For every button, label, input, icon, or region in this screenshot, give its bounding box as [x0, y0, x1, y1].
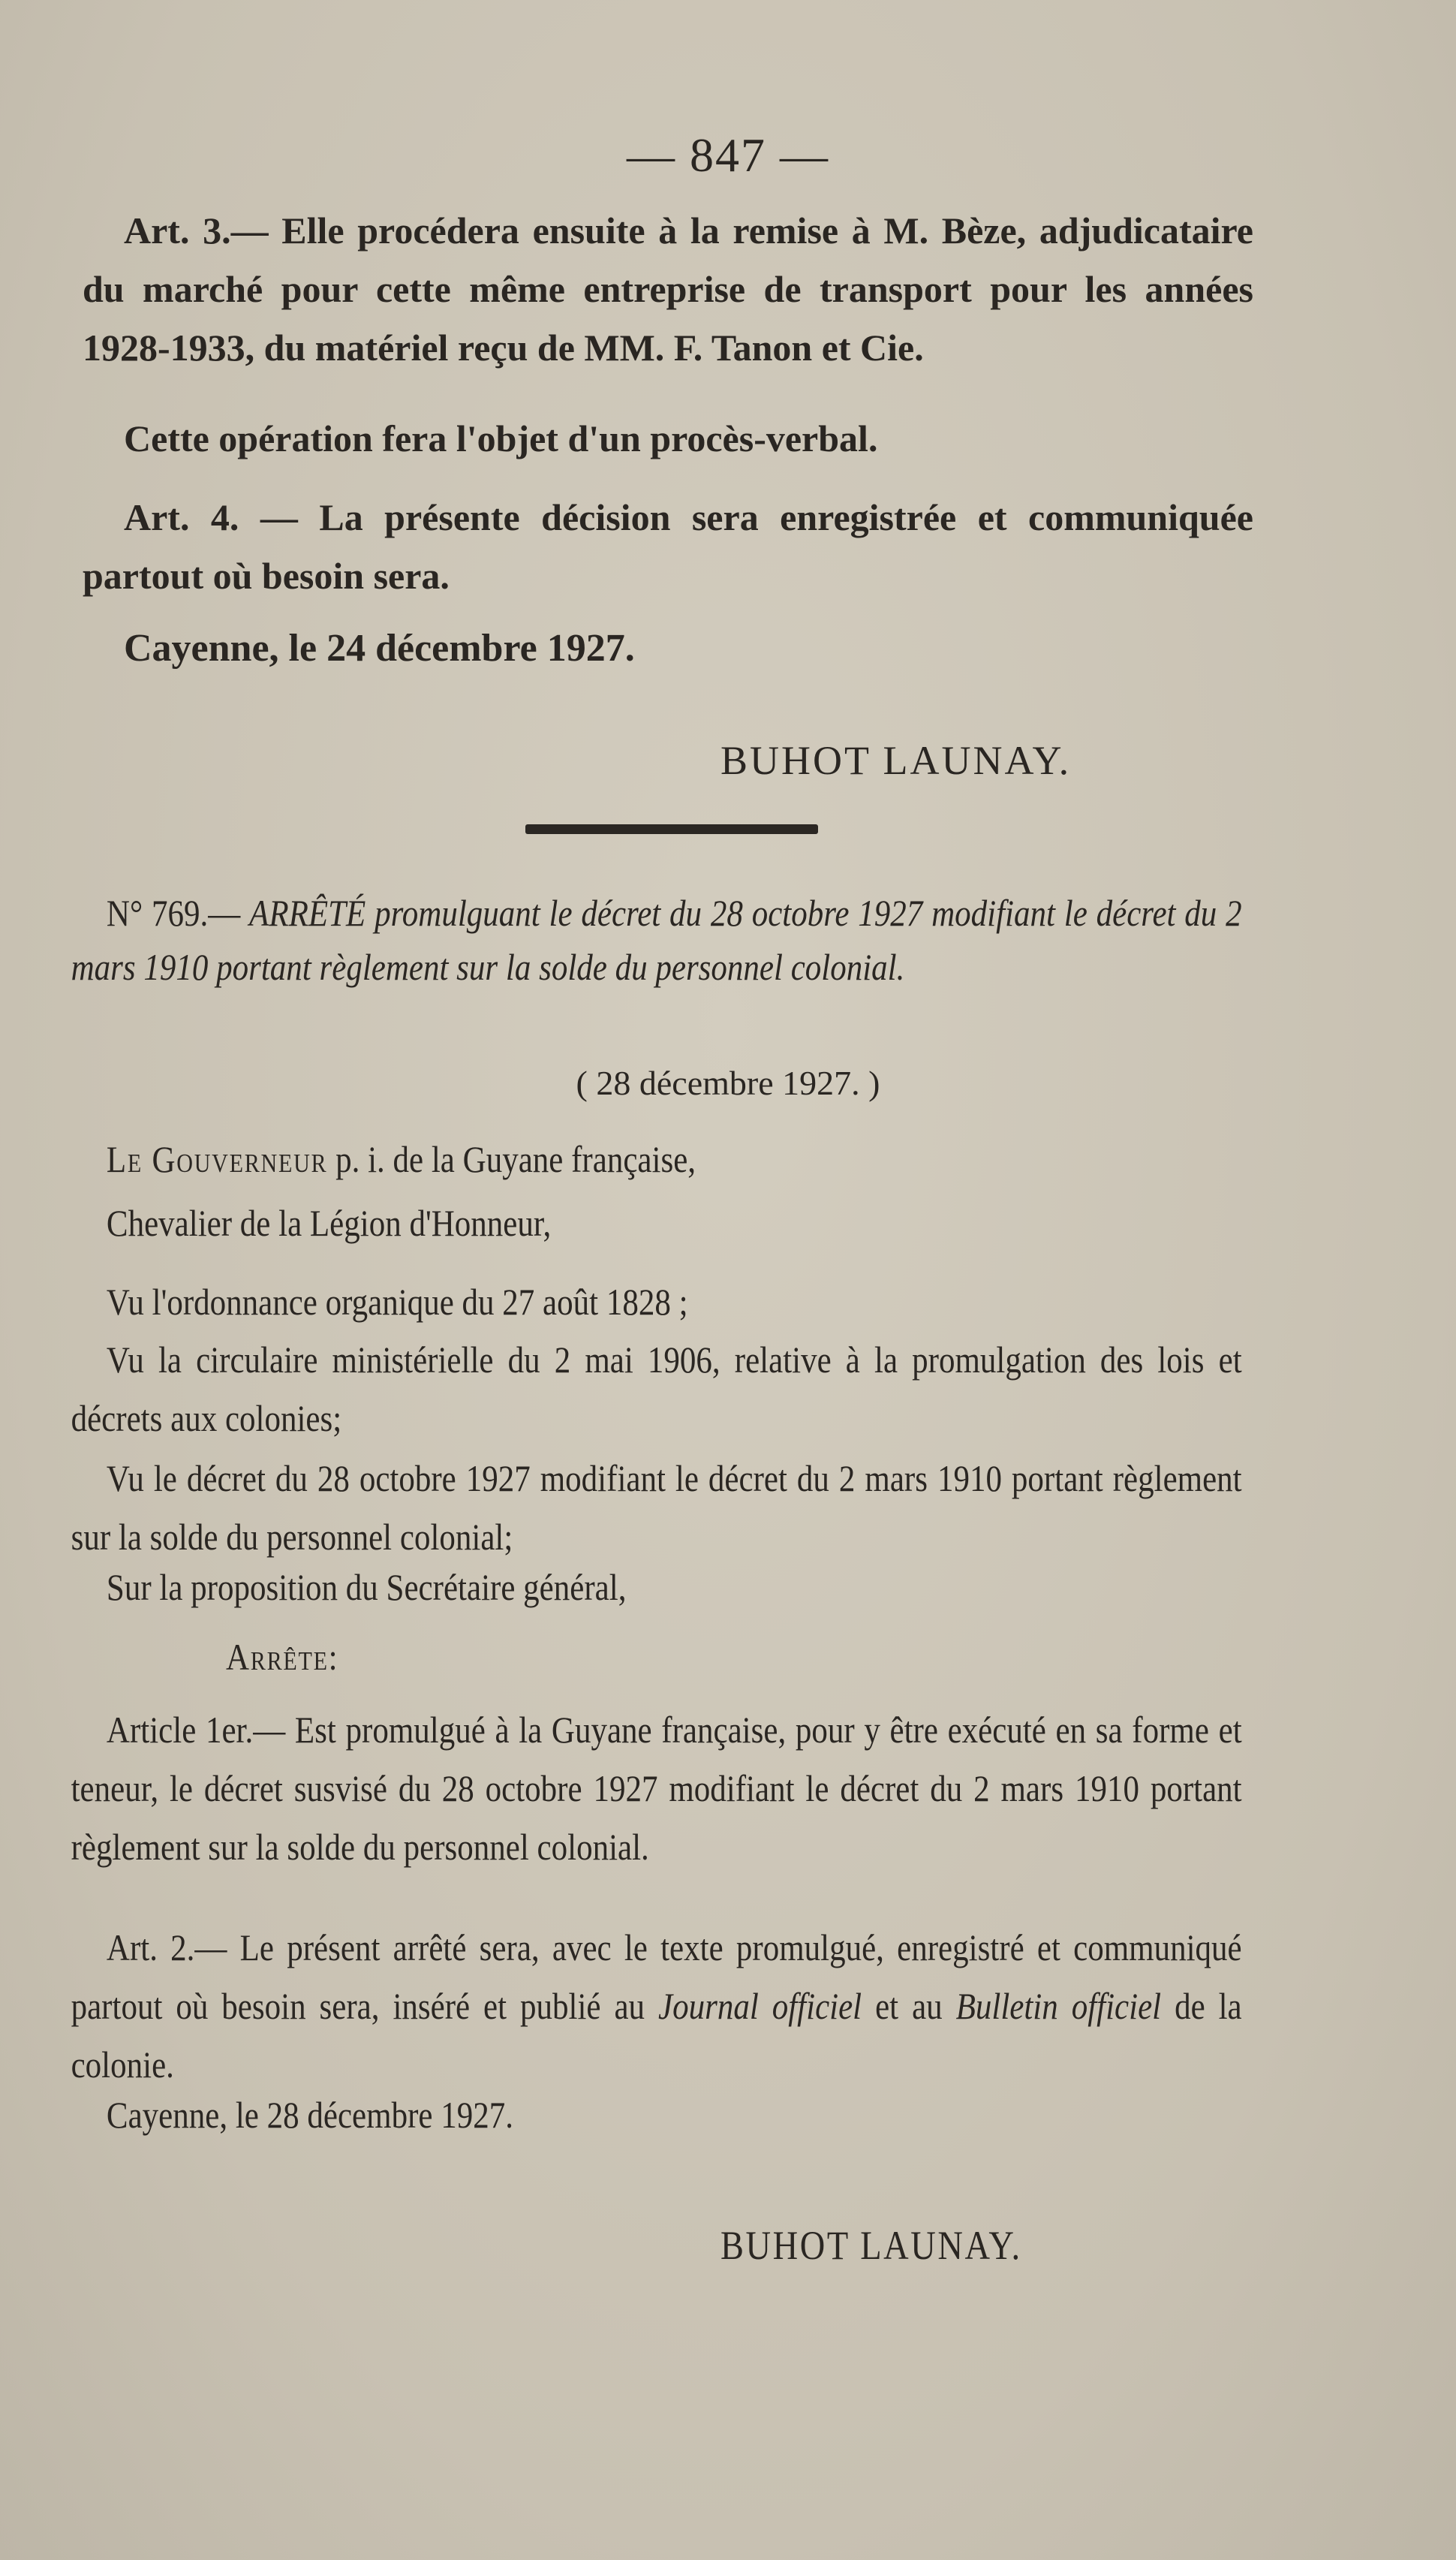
vu-circulaire: Vu la circulaire ministérielle du 2 mai 1906, relative à la promulgation des lois et décrets aux colonies;	[71, 1339, 1242, 1439]
article-2-mid: et au	[875, 1985, 943, 2027]
arrete-date: ( 28 décembre 1927. )	[576, 1064, 880, 1102]
arrete-label: Arrête:	[226, 1636, 339, 1678]
article-2-end: de la colonie.	[71, 1985, 1242, 2086]
sur-proposition: Sur la proposition du Secrétaire général,	[106, 1566, 627, 1608]
date-line-1: Cayenne, le 24 décembre 1927.	[124, 627, 635, 670]
arrete-number: N° 769.—	[106, 892, 241, 934]
proces-verbal-paragraph: Cette opération fera l'objet d'un procès-verbal.	[124, 417, 878, 459]
signature-1: BUHOT LAUNAY.	[720, 738, 1072, 783]
article-1-paragraph	[71, 1700, 1242, 1876]
chevalier-line: Chevalier de la Légion d'Honneur,	[106, 1202, 552, 1244]
article-3-lead: Art. 3.—	[124, 209, 269, 251]
date-line-2: Cayenne, le 28 décembre 1927.	[106, 2094, 513, 2136]
bulletin-officiel: Bulletin officiel	[955, 1985, 1162, 2027]
journal-officiel: Journal officiel	[658, 1985, 862, 2027]
article-2-text: Le présent arrêté sera, avec le texte promulgué, enregistré et communiqué partout où besoin sera, inséré et publié au	[71, 1926, 1242, 2027]
signature-2: BUHOT LAUNAY.	[720, 2223, 1022, 2268]
article-4-text: La présente décision sera enregistrée et communiquée partout où besoin sera.	[83, 496, 1253, 597]
article-4-lead: Art. 4. —	[124, 496, 298, 538]
article-3-text: Elle procédera ensuite à la remise à M. Bèze, adjudicataire du marché pour cette même entreprise de transport pour les années 1928-1933, du matériel reçu de MM. F. Tanon et Cie.	[83, 209, 1253, 369]
gouverneur-lead: Le Gouverneur	[106, 1138, 328, 1180]
article-1-lead: Article 1er.—	[106, 1709, 286, 1751]
vu-decret: Vu le décret du 28 octobre 1927 modifiant le décret du 2 mars 1910 portant règlement sur la solde du personnel colonial;	[71, 1457, 1242, 1558]
page-number: — 847 —	[627, 128, 829, 182]
arrete-title: ARRÊTÉ promulguant le décret du 28 octobre 1927 modifiant le décret du 2 mars 1910 portant règlement sur la solde du personnel colonial.	[71, 892, 1242, 988]
gouverneur-rest: p. i. de la Guyane française,	[335, 1138, 696, 1180]
article-2-paragraph	[71, 1918, 1242, 2094]
article-1-text: Est promulgué à la Guyane française, pour y être exécuté en sa forme et teneur, le décret susvisé du 28 octobre 1927 modifiant le décret du 2 mars 1910 portant règlement sur la solde du personnel colonial.	[71, 1709, 1242, 1868]
gouverneur-line	[71, 1130, 1242, 1188]
vu-ordonnance: Vu l'ordonnance organique du 27 août 1828 ;	[106, 1281, 688, 1323]
article-2-lead: Art. 2.—	[106, 1926, 227, 1968]
